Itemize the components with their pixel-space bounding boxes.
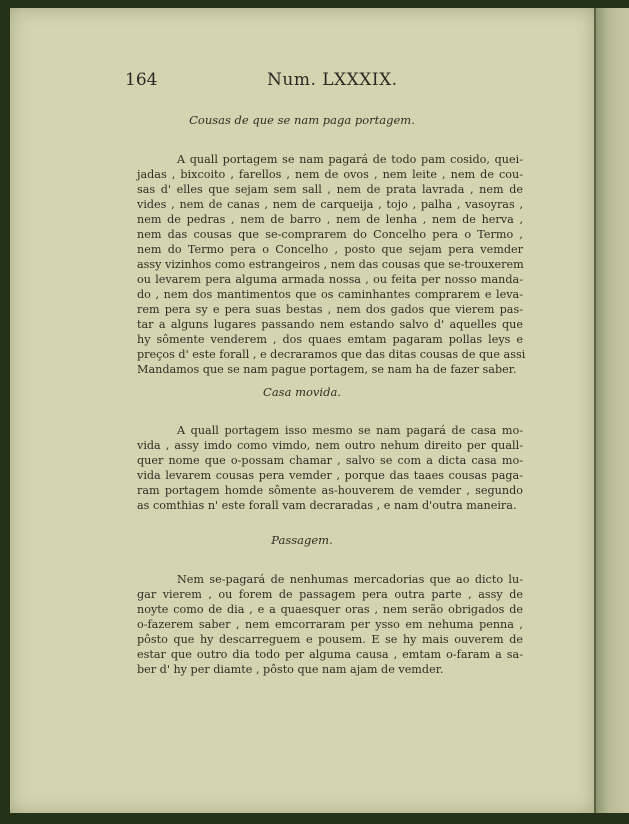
paragraph: [137, 572, 523, 677]
text-line: Mandamos que se nam pague portagem, se nam ha de fazer saber.: [137, 363, 517, 376]
paragraph: [137, 423, 523, 513]
text-line: tar a alguns lugares passando nem estando salvo d' aquelles que: [137, 318, 523, 331]
running-title: Num. LXXXIX.: [267, 70, 398, 90]
section-heading: Casa movida.: [263, 385, 341, 399]
text-line: ram portagem homde sômente as-houverem de vemder , segundo: [137, 484, 523, 497]
text-line: do , nem dos mantimentos que os caminhantes comprarem e leva-: [137, 288, 523, 301]
text-line: ber d' hy per diamte , pôsto que nam ajam de vemder.: [137, 663, 444, 676]
text-line: Nem se-pagará de nenhumas mercadorias que ao dicto lu-: [177, 573, 523, 586]
page-number: 164: [125, 70, 158, 90]
text-line: ou levarem pera alguma armada nossa , ou feita per nosso manda-: [137, 273, 523, 286]
text-line: estar que outro dia todo per alguma causa , emtam o-faram a sa-: [137, 648, 523, 661]
facing-page-edge: [596, 8, 629, 813]
text-line: nem das cousas que se-comprarem do Concelho pera o Termo ,: [137, 228, 523, 241]
text-line: gar vierem , ou forem de passagem pera outra parte , assy de: [137, 588, 523, 601]
text-line: rem pera sy e pera suas bestas , nem dos gados que vierem pas-: [137, 303, 523, 316]
text-line: noyte como de dia , e a quaesquer oras , nem serão obrigados de: [137, 603, 523, 616]
text-line: hy sômente venderem , dos quaes emtam pagaram pollas leys e: [137, 333, 523, 346]
text-line: preços d' este forall , e decraramos que das ditas cousas de que assi: [137, 348, 526, 361]
section-heading: Passagem.: [271, 533, 333, 547]
section-heading: Cousas de que se nam paga portagem.: [189, 113, 415, 127]
text-line: pôsto que hy descarreguem e pousem. E se hy mais ouverem de: [137, 633, 523, 646]
text-line: vida levarem cousas pera vemder , porque das taaes cousas paga-: [137, 469, 523, 482]
text-line: jadas , bixcoito , farellos , nem de ovos , nem leite , nem de cou-: [137, 168, 523, 181]
text-line: A quall portagem isso mesmo se nam pagará de casa mo-: [177, 424, 523, 437]
text-line: quer nome que o-possam chamar , salvo se com a dicta casa mo-: [137, 454, 523, 467]
text-line: sas d' elles que sejam sem sall , nem de prata lavrada , nem de: [137, 183, 523, 196]
text-line: vida , assy imdo como vimdo, nem outro nehum direito per quall-: [137, 439, 523, 452]
book-page: [10, 8, 594, 813]
text-line: nem do Termo pera o Concelho , posto que sejam pera vemder: [137, 243, 523, 256]
paragraph: [137, 152, 526, 377]
text-line: o-fazerem saber , nem emcorraram per ysso em nehuma penna ,: [137, 618, 523, 631]
page-header: [125, 70, 525, 100]
text-line: A quall portagem se nam pagará de todo pam cosido, quei-: [177, 153, 523, 166]
text-line: as comthias n' este forall vam decraradas , e nam d'outra maneira.: [137, 499, 517, 512]
text-line: nem de pedras , nem de barro , nem de lenha , nem de herva ,: [137, 213, 523, 226]
text-line: assy vizinhos como estrangeiros , nem das cousas que se-trouxerem: [137, 258, 524, 271]
text-line: vides , nem de canas , nem de carqueija , tojo , palha , vasoyras ,: [137, 198, 523, 211]
